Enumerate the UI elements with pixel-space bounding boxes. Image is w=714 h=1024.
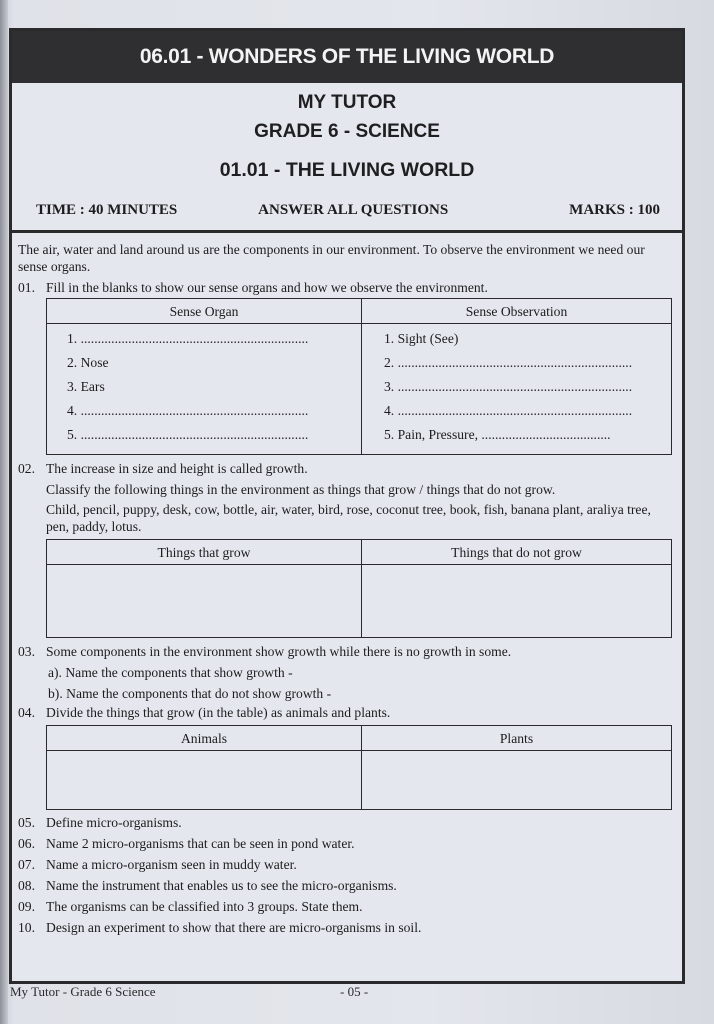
question-text: The increase in size and height is called growth. [46,461,308,476]
question-text: Some components in the environment show growth while there is no growth in some. [46,644,512,659]
instruction: ANSWER ALL QUESTIONS [258,201,449,218]
table-header: Sense Observation [362,299,672,324]
question-text: Fill in the blanks to show our sense organs and how we observe the environment. [46,280,488,295]
answer-blank[interactable]: 1. ................................................................... [67,331,309,346]
question-text: Name 2 micro-organisms that can be seen in pond water. [46,836,355,851]
table-header: Plants [362,726,672,751]
question-text: Name a micro-organism seen in muddy water. [46,857,297,872]
classify-instruction: Classify the following things in the environment as things that grow / things that do not grow. [46,482,556,497]
answer-cell-plants[interactable] [362,751,672,810]
question-09 [18,898,672,915]
grade-subject: GRADE 6 - SCIENCE [254,121,440,142]
item-list: Child, pencil, puppy, desk, cow, bottle, air, water, bird, rose, coconut tree, book, fish, banana plant, araliya tree, pen, paddy, lotus. [46,502,651,534]
list-item: 3. Ears [67,379,105,394]
footer-title: My Tutor - Grade 6 Science [10,984,156,999]
sense-organ-table [46,298,672,455]
answer-blank[interactable]: 3. ..................................................................... [384,379,633,394]
sub-question-a: a). Name the components that show growth - [48,665,293,680]
question-10 [18,919,672,936]
question-01 [18,279,672,296]
answer-blank[interactable]: 5. Pain, Pressure, ...................................... [384,427,611,442]
answer-blank[interactable]: 2. ..................................................................... [384,355,633,370]
question-04 [18,704,672,721]
table-header: Things that grow [47,540,362,565]
sense-organ-column [47,324,362,455]
question-number: 06. [18,836,35,851]
total-marks: MARKS : 100 [569,201,660,218]
question-text: Name the instrument that enables us to see the micro-organisms. [46,878,397,893]
worksheet-frame [9,28,685,984]
question-07 [18,856,672,873]
question-number: 09. [18,899,35,914]
table-header: Sense Organ [47,299,362,324]
answer-cell-grow[interactable] [47,565,362,638]
question-text: Define micro-organisms. [46,815,182,830]
answer-cell-not-grow[interactable] [362,565,672,638]
question-text: The organisms can be classified into 3 groups. State them. [46,899,363,914]
sense-observation-column [362,324,672,455]
question-number: 10. [18,920,35,935]
answer-blank[interactable]: 4. ..................................................................... [384,403,633,418]
publisher-name: MY TUTOR [297,92,397,113]
question-08 [18,877,672,894]
book-spine-shadow [0,0,8,1024]
answer-cell-animals[interactable] [47,751,362,810]
exam-meta-row [12,198,682,222]
question-text: Design an experiment to show that there are micro-organisms in soil. [46,920,422,935]
chapter-title: 06.01 - WONDERS OF THE LIVING WORLD [139,45,555,68]
question-number: 02. [18,461,35,476]
short-questions [18,814,672,936]
answer-blank[interactable]: 4. ................................................................... [67,403,309,418]
worksheet-header [12,92,682,182]
question-06 [18,835,672,852]
list-item: 2. Nose [67,355,109,370]
question-number: 01. [18,280,35,295]
question-number: 08. [18,878,35,893]
question-number: 05. [18,815,35,830]
question-number: 03. [18,644,35,659]
animals-plants-table [46,725,672,810]
time-limit: TIME : 40 MINUTES [36,201,178,218]
sub-question-b: b). Name the components that do not show growth - [48,686,332,701]
page-number: - 05 - [340,984,369,999]
list-item: 1. Sight (See) [384,331,459,346]
question-number: 07. [18,857,35,872]
question-03 [18,643,672,660]
chapter-title-bar [12,31,682,83]
growth-table [46,539,672,638]
question-number: 04. [18,705,35,720]
answer-blank[interactable]: 5. ................................................................... [67,427,309,442]
page-footer [10,984,690,1000]
question-text: Divide the things that grow (in the table) as animals and plants. [46,705,391,720]
unit-title: 01.01 - THE LIVING WORLD [219,159,475,181]
intro-paragraph: The air, water and land around us are the components in our environment. To observe the environment we need our sense organs. [18,242,645,274]
question-02 [18,460,672,477]
table-header: Things that do not grow [362,540,672,565]
table-header: Animals [47,726,362,751]
question-body [12,233,682,936]
question-05 [18,814,672,831]
